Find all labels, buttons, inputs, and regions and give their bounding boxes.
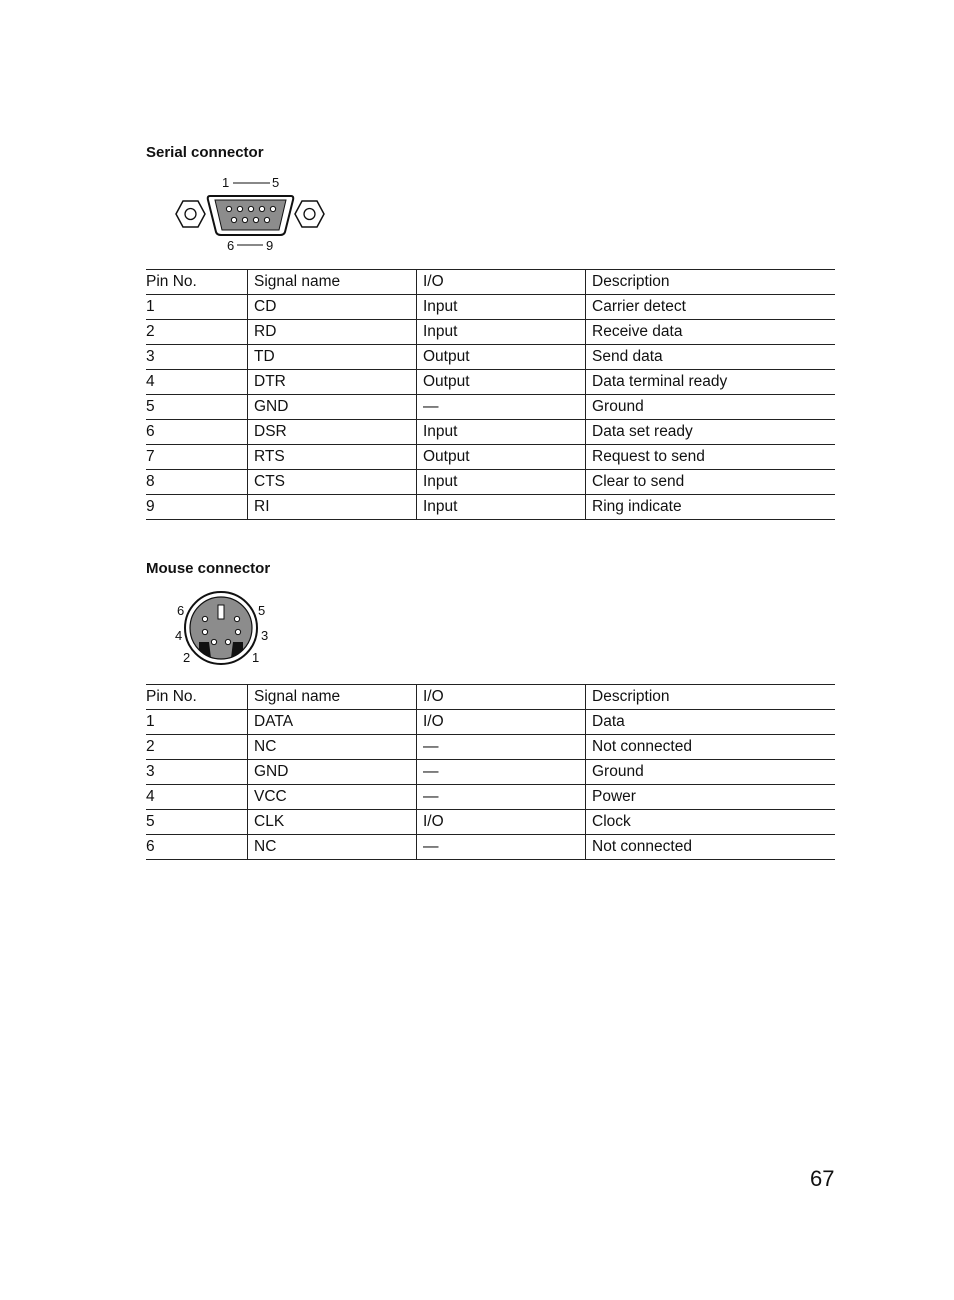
table-row xyxy=(146,370,835,395)
description-cell: Power xyxy=(586,785,836,810)
pin-cell: 9 xyxy=(146,495,248,520)
table-row xyxy=(146,735,835,760)
pin-cell: 6 xyxy=(146,420,248,445)
column-header-io: I/O xyxy=(417,270,586,295)
din-pin-label-6: 6 xyxy=(177,603,185,618)
signal-cell: RD xyxy=(248,320,417,345)
pin-cell: 5 xyxy=(146,810,248,835)
description-cell: Clear to send xyxy=(586,470,836,495)
pin-cell: 4 xyxy=(146,785,248,810)
table-row xyxy=(146,395,835,420)
pin-cell: 2 xyxy=(146,735,248,760)
io-cell: — xyxy=(417,395,586,420)
din-pin-label-2: 2 xyxy=(183,650,191,665)
din-pin-label-1: 1 xyxy=(252,650,260,665)
description-cell: Data set ready xyxy=(586,420,836,445)
column-header-pin: Pin No. xyxy=(146,270,248,295)
io-cell: I/O xyxy=(417,810,586,835)
pin-cell: 1 xyxy=(146,710,248,735)
table-row xyxy=(146,295,835,320)
pin-cell: 1 xyxy=(146,295,248,320)
signal-cell: CTS xyxy=(248,470,417,495)
table-row xyxy=(146,835,835,860)
description-cell: Ground xyxy=(586,395,836,420)
pin-cell: 7 xyxy=(146,445,248,470)
description-cell: Clock xyxy=(586,810,836,835)
io-cell: Output xyxy=(417,345,586,370)
din-pin-label-5: 5 xyxy=(258,603,266,618)
column-header-io: I/O xyxy=(417,685,586,710)
io-cell: Output xyxy=(417,445,586,470)
left-hex-nut xyxy=(176,201,205,227)
pin-cell: 4 xyxy=(146,370,248,395)
table-header-row xyxy=(146,685,835,710)
table-header-row xyxy=(146,270,835,295)
io-cell: — xyxy=(417,735,586,760)
db9-label-top-right: 5 xyxy=(272,175,280,190)
io-cell: — xyxy=(417,785,586,810)
column-header-signal: Signal name xyxy=(248,685,417,710)
description-cell: Request to send xyxy=(586,445,836,470)
io-cell: — xyxy=(417,760,586,785)
signal-cell: GND xyxy=(248,760,417,785)
io-cell: — xyxy=(417,835,586,860)
table-row xyxy=(146,760,835,785)
signal-cell: RI xyxy=(248,495,417,520)
description-cell: Ground xyxy=(586,760,836,785)
din-pin-label-3: 3 xyxy=(261,628,269,643)
table-row xyxy=(146,495,835,520)
db9-connector-diagram xyxy=(170,172,340,256)
db9-label-bottom-right: 9 xyxy=(266,238,274,253)
table-row xyxy=(146,420,835,445)
table-row xyxy=(146,320,835,345)
description-cell: Ring indicate xyxy=(586,495,836,520)
description-cell: Send data xyxy=(586,345,836,370)
mini-din-connector-diagram xyxy=(170,590,280,670)
column-header-description: Description xyxy=(586,685,836,710)
pin-cell: 2 xyxy=(146,320,248,345)
column-header-signal: Signal name xyxy=(248,270,417,295)
pin-cell: 6 xyxy=(146,835,248,860)
description-cell: Receive data xyxy=(586,320,836,345)
signal-cell: DSR xyxy=(248,420,417,445)
io-cell: Output xyxy=(417,370,586,395)
pin-cell: 5 xyxy=(146,395,248,420)
signal-cell: VCC xyxy=(248,785,417,810)
serial-pin-table xyxy=(146,269,835,520)
io-cell: Input xyxy=(417,470,586,495)
description-cell: Not connected xyxy=(586,835,836,860)
io-cell: Input xyxy=(417,495,586,520)
description-cell: Carrier detect xyxy=(586,295,836,320)
db9-label-bottom-left: 6 xyxy=(227,238,235,253)
io-cell: I/O xyxy=(417,710,586,735)
pin-cell: 8 xyxy=(146,470,248,495)
description-cell: Data terminal ready xyxy=(586,370,836,395)
signal-cell: CD xyxy=(248,295,417,320)
signal-cell: NC xyxy=(248,735,417,760)
din-pin-label-4: 4 xyxy=(175,628,183,643)
signal-cell: CLK xyxy=(248,810,417,835)
mouse-connector-heading: Mouse connector xyxy=(146,560,271,577)
io-cell: Input xyxy=(417,295,586,320)
table-row xyxy=(146,785,835,810)
column-header-pin: Pin No. xyxy=(146,685,248,710)
table-row xyxy=(146,810,835,835)
io-cell: Input xyxy=(417,420,586,445)
serial-connector-heading: Serial connector xyxy=(146,144,264,161)
pin-cell: 3 xyxy=(146,760,248,785)
table-row xyxy=(146,345,835,370)
db9-label-top-left: 1 xyxy=(222,175,230,190)
column-header-description: Description xyxy=(586,270,836,295)
io-cell: Input xyxy=(417,320,586,345)
pin-cell: 3 xyxy=(146,345,248,370)
signal-cell: TD xyxy=(248,345,417,370)
description-cell: Data xyxy=(586,710,836,735)
table-row xyxy=(146,470,835,495)
mouse-pin-table xyxy=(146,684,835,860)
signal-cell: DTR xyxy=(248,370,417,395)
page-number: 67 xyxy=(810,1166,835,1191)
signal-cell: NC xyxy=(248,835,417,860)
right-hex-nut xyxy=(295,201,324,227)
table-row xyxy=(146,445,835,470)
table-row xyxy=(146,710,835,735)
description-cell: Not connected xyxy=(586,735,836,760)
signal-cell: GND xyxy=(248,395,417,420)
signal-cell: DATA xyxy=(248,710,417,735)
signal-cell: RTS xyxy=(248,445,417,470)
